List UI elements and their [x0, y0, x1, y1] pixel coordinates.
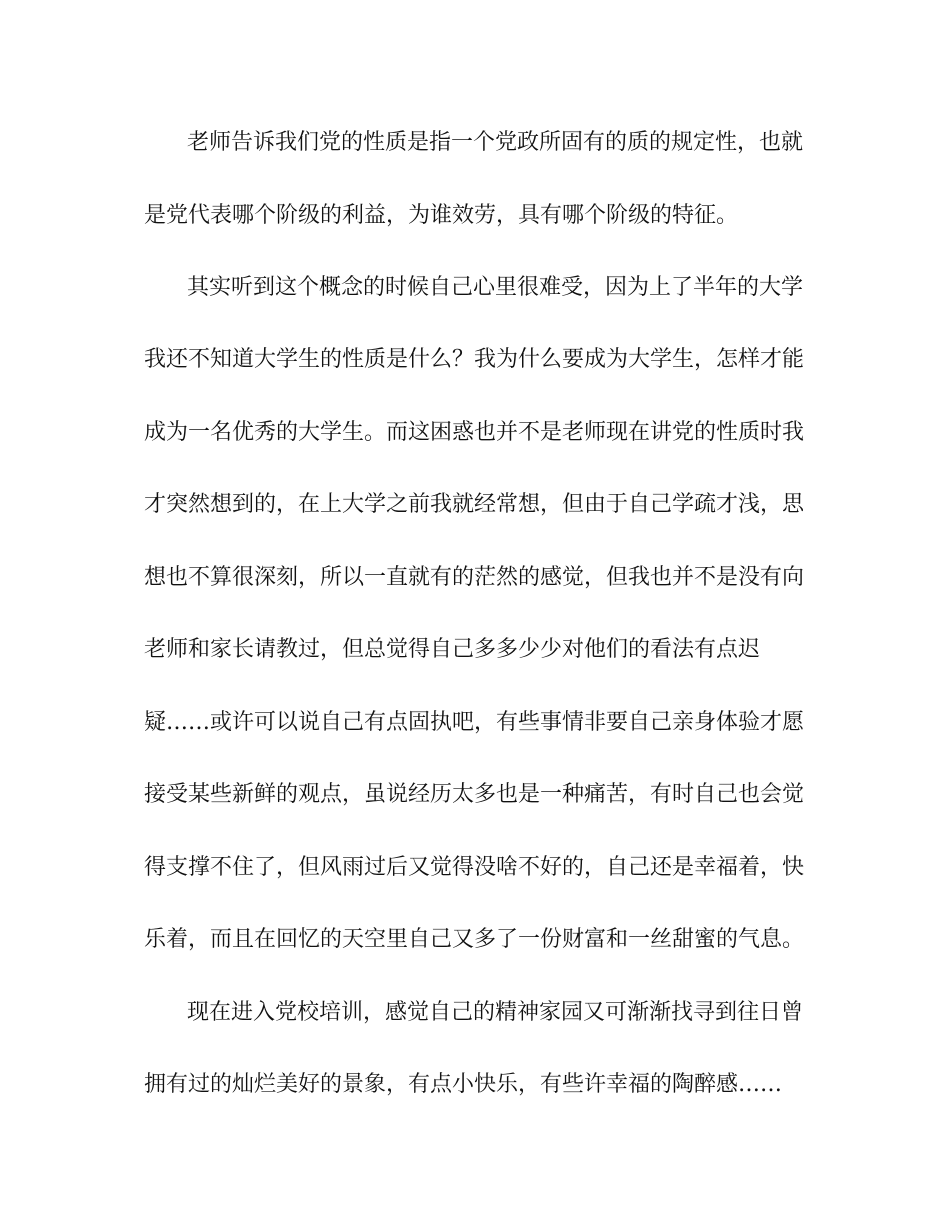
paragraph-2-line-3: 成为一名优秀的大学生。而这困惑也并不是老师现在讲党的性质时我	[144, 420, 805, 445]
paragraph-2-line-4: 才突然想到的，在上大学之前我就经常想，但由于自己学疏才浅，思	[144, 492, 805, 517]
paragraph-2-line-8: 接受某些新鲜的观点，虽说经历太多也是一种痛苦，有时自己也会觉	[144, 782, 805, 807]
paragraph-2-line-7: 疑……或许可以说自己有点固执吧，有些事情非要自己亲身体验才愿	[144, 710, 805, 735]
paragraph-1-line-2: 是党代表哪个阶级的利益，为谁效劳，具有哪个阶级的特征。	[144, 203, 739, 228]
paragraph-2-line-5: 想也不算很深刻，所以一直就有的茫然的感觉，但我也并不是没有向	[144, 565, 805, 590]
paragraph-2-line-9: 得支撑不住了，但风雨过后又觉得没啥不好的，自己还是幸福着，快	[144, 855, 805, 880]
paragraph-2-line-6: 老师和家长请教过，但总觉得自己多多少少对他们的看法有点迟	[144, 637, 761, 662]
paragraph-3-line-1: 现在进入党校培训，感觉自己的精神家园又可渐渐找寻到往日曾	[187, 1000, 804, 1025]
paragraph-1-line-1: 老师告诉我们党的性质是指一个党政所固有的质的规定性，也就	[187, 130, 804, 155]
paragraph-2-line-2: 我还不知道大学生的性质是什么？我为什么要成为大学生，怎样才能	[144, 347, 805, 372]
paragraph-2-line-10: 乐着，而且在回忆的天空里自己又多了一份财富和一丝甜蜜的气息。	[144, 927, 805, 952]
paragraph-2-line-1: 其实听到这个概念的时候自己心里很难受，因为上了半年的大学	[187, 275, 804, 300]
paragraph-3-line-2: 拥有过的灿烂美好的景象，有点小快乐，有些许幸福的陶醉感……	[144, 1072, 783, 1097]
